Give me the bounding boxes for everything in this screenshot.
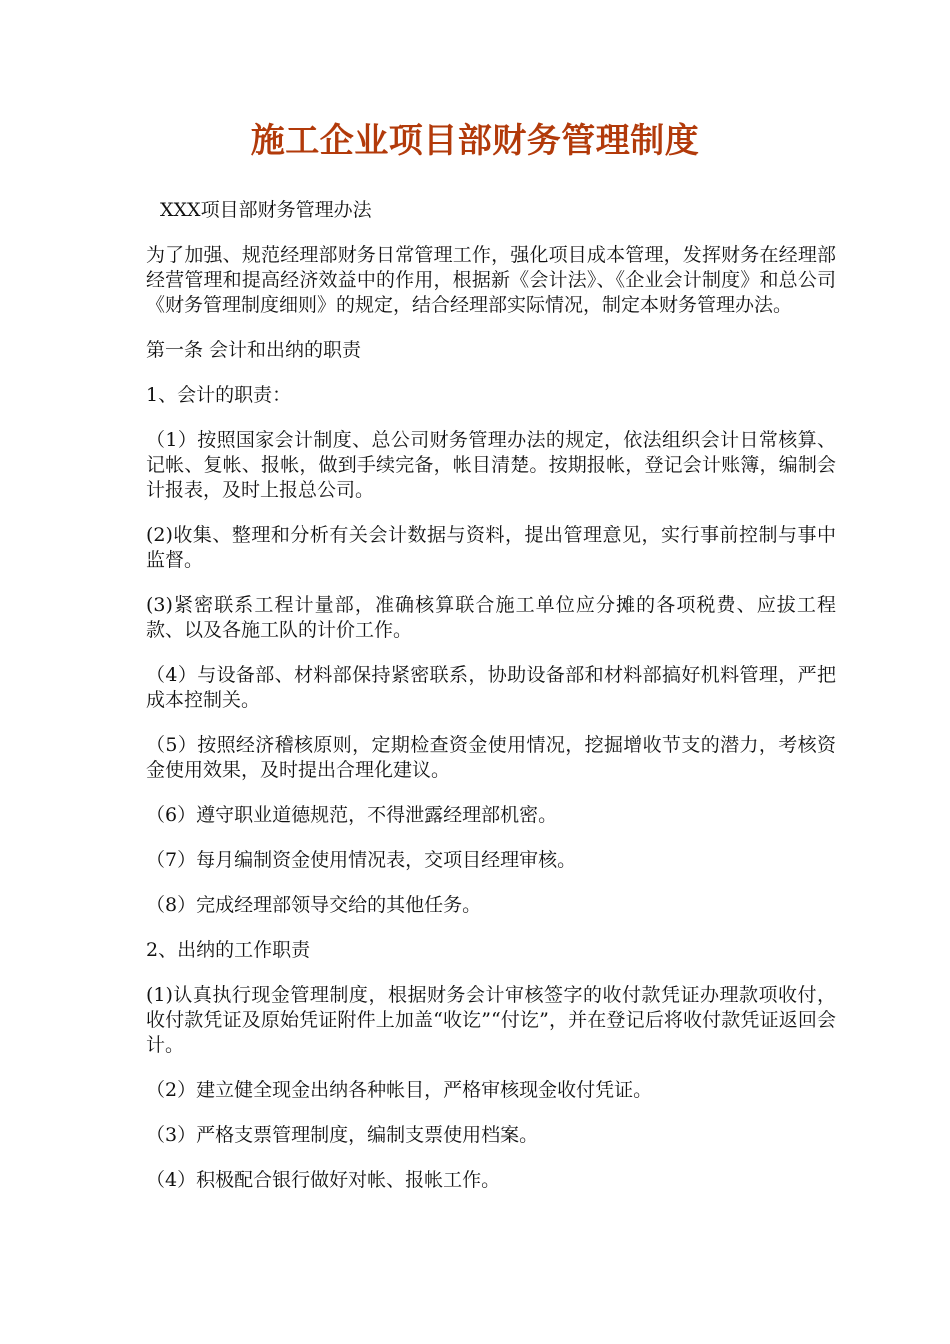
document-body [146,198,836,1213]
list-item-cashier-2: （2）建立健全现金出纳各种帐目，严格审核现金收付凭证。 [146,1079,653,1101]
section-heading-article-1: 第一条 会计和出纳的职责 [146,339,362,361]
paragraph-intro: 为了加强、规范经理部财务日常管理工作，强化项目成本管理，发挥财务在经理部经营管理和提高经济效益中的作用，根据新《会计法》、《企业会计制度》和总公司《财务管理制度细则》的规定，结合经理部实际情况，制定本财务管理办法。 [146,244,836,316]
list-item-accountant-7: （7）每月编制资金使用情况表，交项目经理审核。 [146,849,577,871]
list-item-accountant-3: (3)紧密联系工程计量部，准确核算联合施工单位应分摊的各项税费、应拔工程款、以及各施工队的计价工作。 [146,594,836,641]
subsection-heading-cashier: 2、出纳的工作职责 [146,939,311,961]
list-item-cashier-3: （3）严格支票管理制度，编制支票使用档案。 [146,1124,539,1146]
subsection-heading-accountant: 1、会计的职责： [146,384,292,406]
list-item-cashier-4: （4）积极配合银行做好对帐、报帐工作。 [146,1169,501,1191]
list-item-accountant-6: （6）遵守职业道德规范，不得泄露经理部机密。 [146,804,558,826]
list-item-cashier-1: (1)认真执行现金管理制度，根据财务会计审核签字的收付款凭证办理款项收付，收付款凭证及原始凭证附件上加盖“收讫”“付讫”，并在登记后将收付款凭证返回会计。 [146,984,836,1056]
list-item-accountant-2: (2)收集、整理和分析有关会计数据与资料，提出管理意见，实行事前控制与事中监督。 [146,524,836,571]
document-title: 施工企业项目部财务管理制度 [250,121,700,161]
list-item-accountant-8: （8）完成经理部领导交给的其他任务。 [146,894,482,916]
list-item-accountant-5: （5）按照经济稽核原则，定期检查资金使用情况，挖掘增收节支的潜力，考核资金使用效果，及时提出合理化建议。 [146,734,836,781]
paragraph-subtitle: XXX项目部财务管理办法 [160,199,372,221]
list-item-accountant-4: （4）与设备部、材料部保持紧密联系，协助设备部和材料部搞好机料管理，严把成本控制关。 [146,664,836,711]
list-item-accountant-1: （1）按照国家会计制度、总公司财务管理办法的规定，依法组织会计日常核算、记帐、复帐、报帐，做到手续完备，帐目清楚。按期报帐，登记会计账簿，编制会计报表，及时上报总公司。 [146,429,836,501]
